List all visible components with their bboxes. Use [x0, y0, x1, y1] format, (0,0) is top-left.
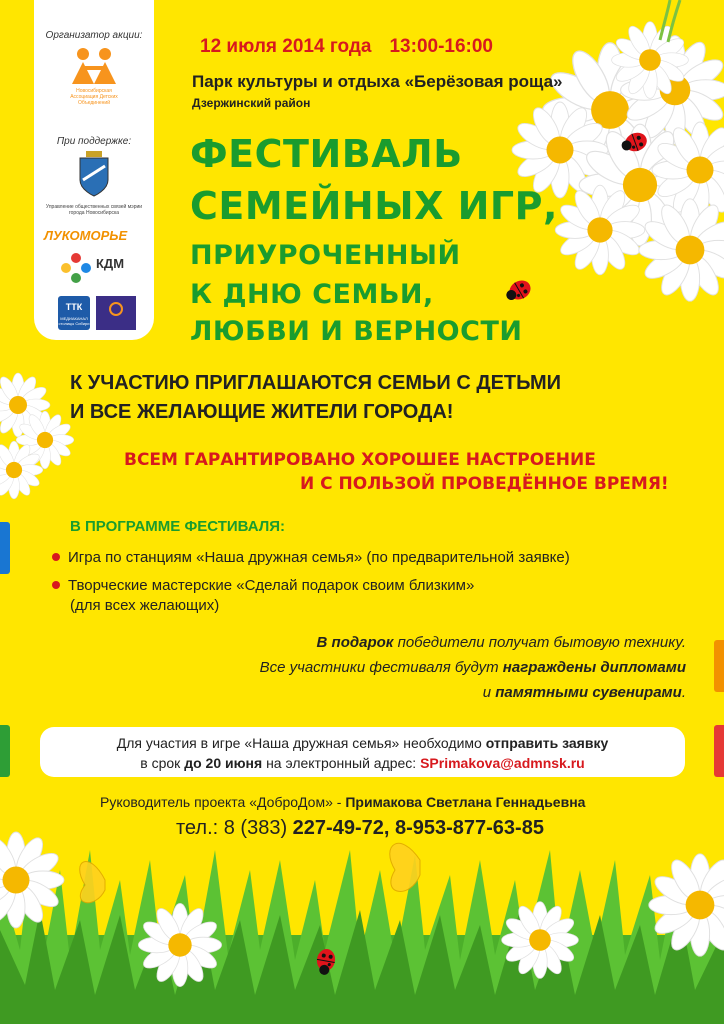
org-name: Новосибирская Ассоциация Детских Объединений: [70, 88, 118, 106]
title-line-1: ФЕСТИВАЛЬ: [190, 132, 463, 176]
gift-text-3-end: .: [681, 684, 686, 701]
leader-label: Руководитель проекта «ДоброДом» -: [100, 794, 346, 810]
phone-label: тел.: 8 (383): [176, 817, 293, 839]
date-text: 12 июля 2014 года: [200, 36, 372, 57]
invite-line-1: К УЧАСТИЮ ПРИГЛАШАЮТСЯ СЕМЬИ С ДЕТЬМИ: [70, 372, 562, 394]
support-caption: При поддержке:: [56, 136, 132, 147]
mood-line-1: ВСЕМ ГАРАНТИРОВАНО ХОРОШЕЕ НАСТРОЕНИЕ: [124, 450, 596, 470]
time-text: 13:00-16:00: [389, 36, 494, 57]
request-bold-1: отправить заявку: [485, 735, 609, 751]
gift-bold-2: награждены дипломами: [502, 659, 686, 676]
gift-text-3: и: [482, 684, 496, 701]
ttk-logo-sub: МЕДИАКАНАЛ столицы Сибири: [58, 316, 90, 326]
nado-logo: [68, 46, 120, 86]
gift-text-1: победители получат бытовую технику.: [393, 634, 686, 651]
venue-name: Парк культуры и отдыха «Берёзовая роща»: [192, 72, 563, 91]
organizer-caption: Организатор акции:: [45, 30, 143, 41]
partner-logo-icon: [96, 296, 136, 330]
request-deadline: до 20 июня: [184, 755, 263, 771]
lukomorye-logo: ЛУКОМОРЬЕ: [44, 228, 128, 243]
request-text-2: в срок: [140, 755, 185, 771]
bullet-icon: [52, 553, 60, 561]
city-coat-of-arms: [78, 150, 110, 198]
gift-text-2: Все участники фестиваля будут: [259, 659, 503, 676]
title-line-4: К ДНЮ СЕМЬИ,: [190, 279, 434, 310]
red-side-tab: [714, 725, 724, 777]
event-date: [200, 36, 493, 58]
title-line-2: СЕМЕЙНЫХ ИГР,: [190, 184, 558, 228]
kdm-logo-text: КДМ: [96, 256, 125, 271]
gift-bold-3: памятными сувенирами: [495, 684, 682, 701]
leader-name: Примакова Светлана Геннадьевна: [345, 794, 586, 810]
request-line-2: [40, 755, 685, 771]
dept-name: Управление общественных связей мэрии города Новосибирска: [45, 204, 143, 216]
kdm-logo-icon: [60, 252, 92, 284]
program-item-1-text: Игра по станциям «Наша дружная семья» (по предварительной заявке): [68, 549, 570, 566]
program-item-1: [52, 549, 570, 566]
gift-line-2: [260, 659, 686, 676]
program-item-2-note: (для всех желающих): [70, 597, 220, 614]
request-text-2-mid: на электронный адрес:: [262, 755, 421, 771]
district-name: Дзержинский район: [192, 96, 311, 110]
program-item-2-text: Творческие мастерские «Сделай подарок своим близким»: [68, 577, 475, 594]
green-side-tab: [0, 725, 10, 777]
mood-line-2: И С ПОЛЬЗОЙ ПРОВЕДЁННОЕ ВРЕМЯ!: [300, 474, 669, 494]
request-line-1: [40, 735, 685, 751]
email-link[interactable]: SPrimakova@admnsk.ru: [420, 755, 585, 771]
phone-line: [176, 817, 544, 840]
project-leader: [100, 794, 585, 810]
gift-line-3: [483, 684, 686, 701]
orange-side-tab: [714, 640, 724, 692]
invite-line-2: И ВСЕ ЖЕЛАЮЩИЕ ЖИТЕЛИ ГОРОДА!: [70, 401, 454, 423]
daisy-cluster-top-right: [512, 22, 724, 302]
ttk-logo: [58, 296, 90, 330]
request-text-1: Для участия в игре «Наша дружная семья» необходимо: [116, 735, 486, 751]
program-item-2: [52, 577, 474, 594]
bullet-icon: [52, 581, 60, 589]
title-line-3: ПРИУРОЧЕННЫЙ: [190, 240, 461, 271]
program-title: В ПРОГРАММЕ ФЕСТИВАЛЯ:: [70, 518, 286, 535]
sponsor-panel: [34, 0, 154, 340]
blue-side-tab: [0, 522, 10, 574]
gift-line-1: [317, 634, 686, 651]
gift-bold-1: В подарок: [316, 634, 394, 651]
title-line-5: ЛЮБВИ И ВЕРНОСТИ: [190, 316, 523, 347]
phone-numbers[interactable]: 227-49-72, 8-953-877-63-85: [292, 817, 544, 839]
ttk-logo-text: ТТК: [65, 302, 83, 312]
